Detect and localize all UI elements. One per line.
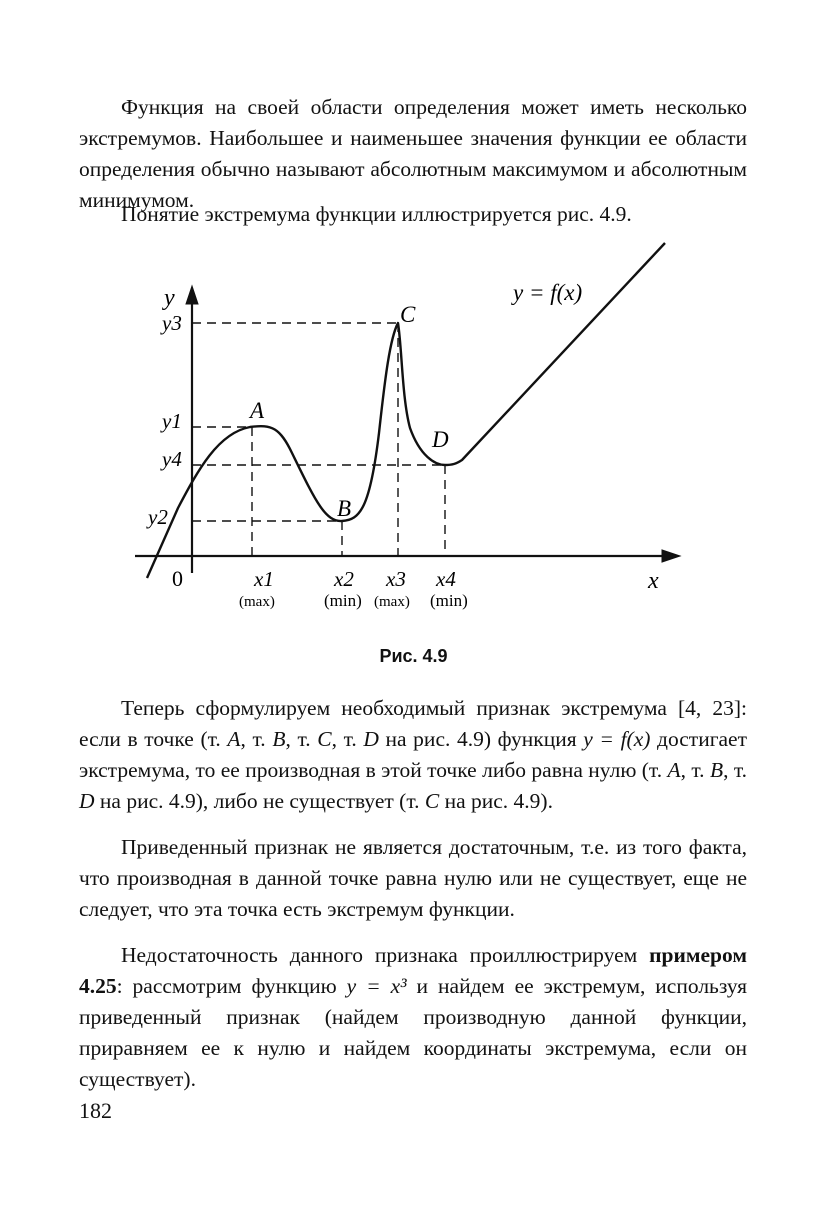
x-axis-label: x: [648, 568, 659, 594]
figure-caption: Рис. 4.9: [379, 646, 448, 666]
example-reference: примером 4.25: [79, 943, 747, 998]
point-c-label: C: [400, 302, 416, 327]
x3-note: (max): [374, 594, 410, 610]
x2-note: (min): [324, 591, 362, 610]
y2-label: y2: [148, 505, 168, 529]
x4-label: x4: [436, 567, 456, 591]
y4-label: y4: [162, 447, 182, 471]
paragraph-4: Приведенный признак не является достаточным, т.е. из того факта, что производная в данной точке равна нулю или не существует, еще не следует, что эта точка есть экстремум функции.: [79, 835, 747, 921]
formula-cube: y = x³: [346, 974, 407, 998]
x1-label: x1: [254, 567, 274, 591]
y1-label: y1: [162, 409, 182, 433]
point-d-label: D: [432, 427, 449, 452]
y-axis-label: y: [164, 285, 175, 311]
x-axis-arrow: [662, 550, 680, 562]
page-number: 182: [79, 1098, 112, 1123]
point-a-label: A: [250, 398, 265, 423]
paragraph-1: Функция на своей области определения может иметь несколько экстремумов. Наибольшее и наименьшее значения функции ее области определения обычно называют абсолютным максимумом и абсолютным минимумом.: [79, 95, 747, 212]
x2-label: x2: [334, 567, 354, 591]
paragraph-3: Теперь сформулируем необходимый признак экстремума [4, 23]: если в точке (т. A, т. B, т. C, т. D на рис. 4.9) функция y = f(x) достигает экстремума, то ее производная в этой точке либо равна нулю (т. A, т. B, т. D на рис. 4.9), либо не существует (т. C на рис. 4.9).: [79, 696, 747, 813]
paragraph-2: Понятие экстремума функции иллюстрируется рис. 4.9.: [121, 202, 632, 226]
extremum-figure: [120, 238, 690, 618]
y-axis-arrow: [186, 286, 198, 304]
x4-note: (min): [430, 591, 468, 610]
paragraph-5: Недостаточность данного признака проиллюстрируем примером 4.25: рассмотрим функцию y = x³ и найдем ее экстремум, используя приведенный признак (найдем производную данной функции, приравняем ее к нулю и найдем координаты экстремума, если он существует).: [79, 943, 748, 1091]
formula-fx: y = f(x): [583, 727, 651, 751]
x3-label: x3: [386, 567, 406, 591]
origin-label: 0: [172, 566, 183, 591]
point-b-label: B: [337, 496, 352, 521]
function-label: y = f(x): [513, 280, 583, 305]
function-curve: [147, 243, 665, 578]
x1-note: (max): [239, 594, 275, 610]
y3-label: y3: [162, 311, 182, 335]
